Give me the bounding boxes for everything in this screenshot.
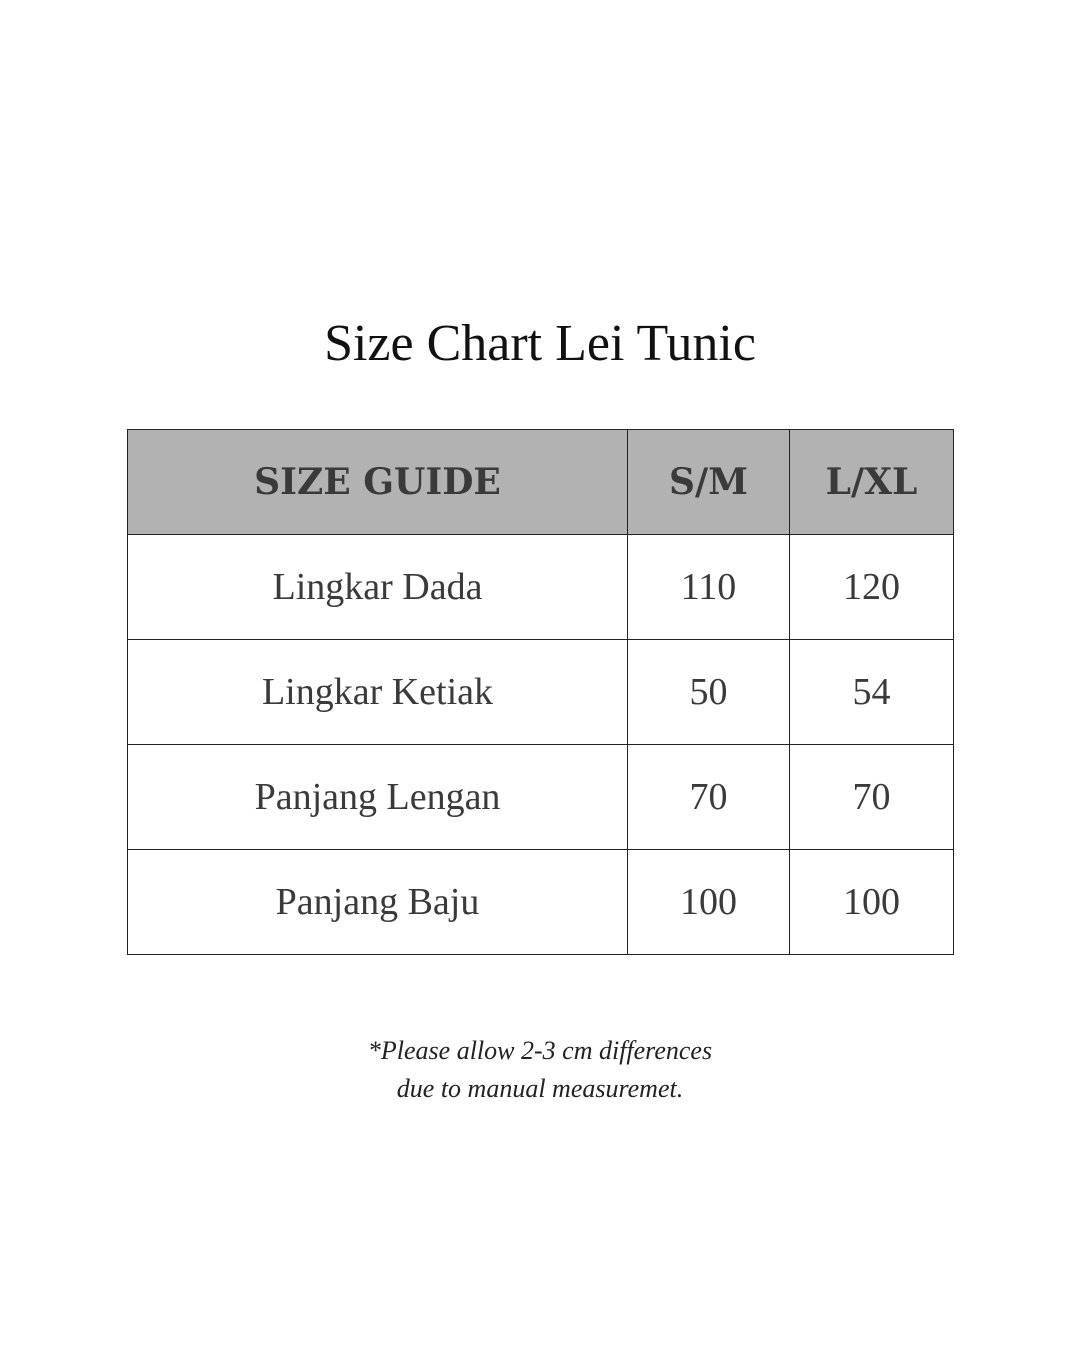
cell-l-xl: 54 <box>790 640 954 745</box>
cell-l-xl: 120 <box>790 535 954 640</box>
table-row <box>128 535 954 640</box>
note-line-2: due to manual measuremet. <box>396 1074 684 1103</box>
cell-s-m: 100 <box>628 850 790 955</box>
header-l-xl: L/XL <box>790 430 954 535</box>
row-label: Lingkar Ketiak <box>128 640 628 745</box>
cell-s-m: 50 <box>628 640 790 745</box>
cell-s-m: 70 <box>628 745 790 850</box>
cell-l-xl: 100 <box>790 850 954 955</box>
row-label: Panjang Baju <box>128 850 628 955</box>
page-title: Size Chart Lei Tunic <box>324 315 756 372</box>
table-row <box>128 640 954 745</box>
size-chart-table <box>127 429 954 955</box>
cell-l-xl: 70 <box>790 745 954 850</box>
table-header-row <box>128 430 954 535</box>
header-s-m: S/M <box>628 430 790 535</box>
measurement-note <box>0 1032 1080 1108</box>
table-row <box>128 850 954 955</box>
header-size-guide: SIZE GUIDE <box>128 430 628 535</box>
row-label: Panjang Lengan <box>128 745 628 850</box>
table-row <box>128 745 954 850</box>
row-label: Lingkar Dada <box>128 535 628 640</box>
cell-s-m: 110 <box>628 535 790 640</box>
note-line-1: *Please allow 2-3 cm differences <box>367 1036 713 1065</box>
